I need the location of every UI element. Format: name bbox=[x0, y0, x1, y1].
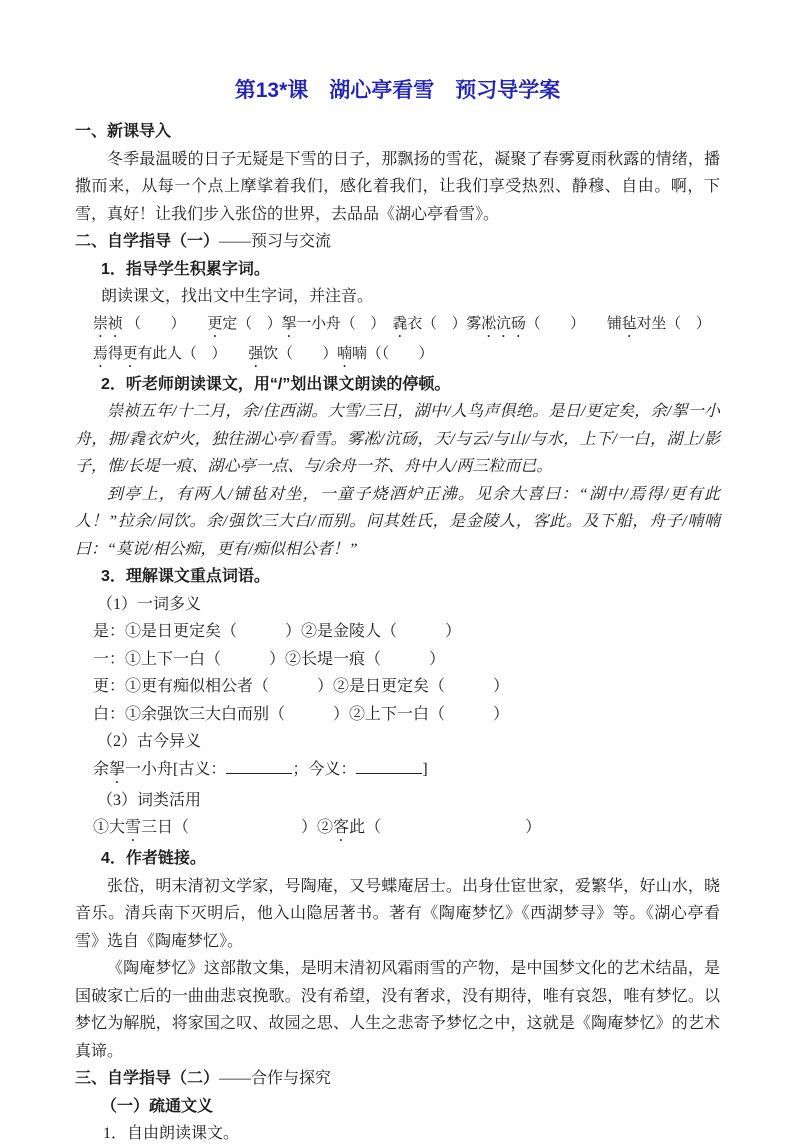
task-1-heading: 1．指导学生积累字词。 bbox=[101, 260, 270, 278]
reading-passage-2: 到亭上，有两人/铺毡对坐，一童子烧酒炉正沸。见余大喜曰：“湖中/焉得/更有此人！”拉余/同饮。余/强饮三大白/而别。问其姓氏，是金陵人，客此。及下船，舟子/喃喃曰：“莫说/相公痴，更有/痴似相公者！” bbox=[75, 485, 720, 558]
polysemy-line-geng: 更：①更有痴似相公者（ ）②是日更定矣（ ） bbox=[93, 678, 510, 695]
task-2-heading: 2．听老师朗读课文，用“/”划出课文朗读的停顿。 bbox=[101, 375, 451, 393]
task-1-instruction: 朗读课文，找出文中生字词，并注音。 bbox=[101, 288, 374, 305]
task-3-heading: 3．理解课文重点词语。 bbox=[101, 568, 270, 585]
task-4-heading: 4．作者链接。 bbox=[101, 850, 206, 867]
taoan-mengyi-paragraph: 《陶庵梦忆》这部散文集，是明末清初风霜雨雪的产物，是中国梦文化的艺术结晶，是国破家亡后的一曲曲悲哀挽歌。没有希望，没有奢求，没有期待，唯有哀怨，唯有梦忆。以梦忆为解脱，将家国之叹、故园之思、人生之悲寄予梦忆之中，这就是《陶庵梦忆》的艺术真谛。 bbox=[75, 960, 720, 1060]
pinyin-exercise-line-2: 焉得更有此人（ ） 强饮（ ）喃喃（（ ） bbox=[93, 345, 434, 362]
section-3-heading-bold: 三、自学指导（二） bbox=[75, 1070, 220, 1087]
section-2-heading-tail: ——预习与交流 bbox=[219, 233, 332, 250]
section-3-heading-tail: ——合作与探究 bbox=[219, 1070, 332, 1087]
ancient-modern-heading: （2）古今异义 bbox=[97, 733, 202, 750]
polysemy-line-yi: 一：①上下一白（ ）②长堤一痕（ ） bbox=[93, 650, 446, 668]
word-class-heading: （3）词类活用 bbox=[97, 791, 202, 809]
section-2-heading bbox=[75, 228, 720, 256]
pinyin-exercise-line-1: 崇祯 （ ） 更定（ ）挐一小舟（ ） 毳衣（ ）雾凇沆砀（ ） 铺毡对坐（ ） bbox=[93, 315, 711, 332]
polysemy-line-bai: 白：①余强饮三大白而别（ ）②上下一白（ ） bbox=[93, 705, 510, 723]
subsection-a-heading: （一）疏通文义 bbox=[101, 1097, 214, 1115]
section-1-heading: 一、新课导入 bbox=[75, 123, 172, 140]
author-paragraph: 张岱，明末清初文学家，号陶庵，又号蝶庵居士。出身仕宦世家，爱繁华，好山水，晓音乐。清兵南下灭明后，他入山隐居著书。著有《陶庵梦忆》《西湖梦寻》等。《湖心亭看雪》选自《陶庵梦忆》。 bbox=[75, 877, 720, 950]
intro-paragraph: 冬季最温暖的日子无疑是下雪的日子，那飘扬的雪花，凝聚了春雾夏雨秋露的情绪，播撒而来，从每一个点上摩挲着我们，感化着我们，让我们享受热烈、静穆、自由。啊，下雪，真好！让我们步入张岱的世界，去品品《湖心亭看雪》。 bbox=[75, 150, 720, 223]
polysemy-heading: （1）一词多义 bbox=[97, 595, 202, 613]
free-reading-item: 1．自由朗读课文。 bbox=[103, 1125, 240, 1142]
reading-passage-1: 崇祯五年/十二月，余/住西湖。大雪/三日，湖中/人鸟声俱绝。是日/更定矣，余/挐一小舟，拥/毳衣炉火，独往湖心亭/看雪。雾凇/沆砀，天/与云/与山/与水，上下/一白，湖上/影子，惟/长堤一痕、湖心亭一点、与/余舟一芥、舟中人/两三粒而已。 bbox=[75, 403, 720, 475]
doc-title: 第13*课 湖心亭看雪 预习导学案 bbox=[234, 79, 561, 102]
ancient-modern-exercise: 余挐一小舟[古义： ；今义： ] bbox=[93, 760, 428, 778]
section-3-heading bbox=[75, 1065, 720, 1093]
polysemy-line-shi: 是：①是日更定矣（ ）②是金陵人（ ） bbox=[93, 623, 462, 640]
word-class-exercise: ①大雪三日（ ）②客此（ ） bbox=[93, 819, 542, 836]
section-2-heading-bold: 二、自学指导（一） bbox=[75, 233, 220, 250]
